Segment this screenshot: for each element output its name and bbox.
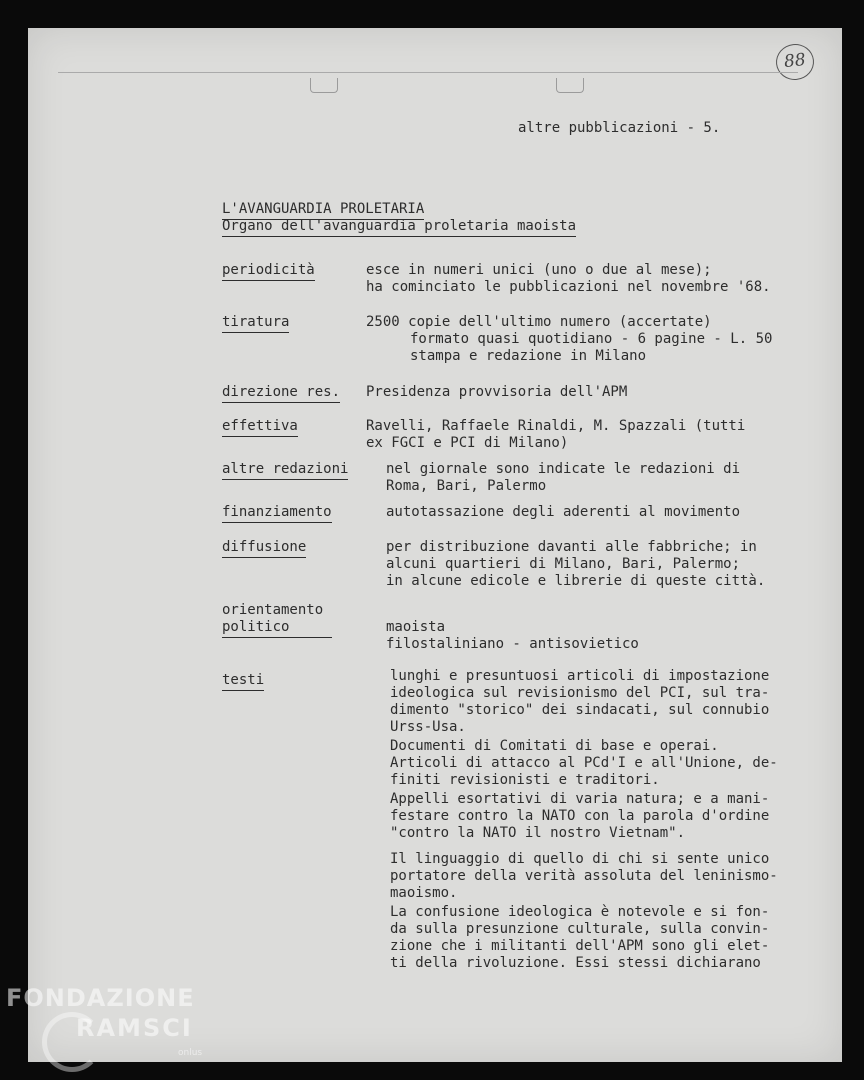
field-value-line: esce in numeri unici (uno o due al mese); bbox=[366, 262, 712, 278]
field-value-line: formato quasi quotidiano - 6 pagine - L. 50 bbox=[410, 331, 773, 347]
field-label-periodicita: periodicità bbox=[222, 262, 315, 281]
field-label-direzione: direzione res. bbox=[222, 384, 340, 403]
field-label-effettiva: effettiva bbox=[222, 418, 298, 437]
field-value-line: lunghi e presuntuosi articoli di impostazione bbox=[390, 668, 770, 684]
field-value-line: Roma, Bari, Palermo bbox=[386, 478, 547, 494]
page-number-stamp: 88 bbox=[774, 42, 816, 82]
field-label-altre-redazioni: altre redazioni bbox=[222, 461, 348, 480]
field-value-line: dimento "storico" dei sindacati, sul connubio bbox=[390, 702, 770, 718]
document-subtitle: Organo dell'avanguardia proletaria maoista bbox=[222, 218, 576, 237]
fondazione-gramsci-watermark bbox=[6, 984, 226, 1074]
field-label-orientamento: orientamento bbox=[222, 602, 324, 618]
staple-mark bbox=[310, 78, 338, 93]
field-value-line: zione che i militanti dell'APM sono gli elet- bbox=[390, 938, 770, 954]
field-value-line: Documenti di Comitati di base e operai. bbox=[390, 738, 719, 754]
watermark-line-2: RAMSCI bbox=[76, 1014, 193, 1042]
field-value-line: portatore della verità assoluta del leninismo- bbox=[390, 868, 778, 884]
field-value-line: autotassazione degli aderenti al movimento bbox=[386, 504, 741, 520]
document-page bbox=[28, 28, 842, 1062]
field-value-line: nel giornale sono indicate le redazioni di bbox=[386, 461, 741, 477]
watermark-line-1: FONDAZIONE bbox=[6, 984, 195, 1012]
document-title: L'AVANGUARDIA PROLETARIA bbox=[222, 201, 424, 220]
field-value-line: maoista bbox=[386, 619, 446, 635]
field-label-finanziamento: finanziamento bbox=[222, 504, 332, 523]
field-value-line: in alcune edicole e librerie di queste città. bbox=[386, 573, 766, 589]
page-header: altre pubblicazioni - 5. bbox=[518, 120, 721, 136]
field-value-line: filostaliniano - antisovietico bbox=[386, 636, 639, 652]
watermark-line-3: onlus bbox=[178, 1048, 203, 1058]
field-label-testi: testi bbox=[222, 672, 264, 691]
field-value-line: 2500 copie dell'ultimo numero (accertate) bbox=[366, 314, 712, 330]
field-value-line: stampa e redazione in Milano bbox=[410, 348, 647, 364]
field-value-line: per distribuzione davanti alle fabbriche; in bbox=[386, 539, 757, 555]
field-value-line: festare contro la NATO con la parola d'ordine bbox=[390, 808, 770, 824]
field-label-diffusione: diffusione bbox=[222, 539, 306, 558]
field-value-line: da sulla presunzione culturale, sulla convin- bbox=[390, 921, 770, 937]
field-value-line: Il linguaggio di quello di chi si sente unico bbox=[390, 851, 770, 867]
field-value-line: ideologica sul revisionismo del PCI, sul tra- bbox=[390, 685, 770, 701]
field-label-politico: politico bbox=[222, 619, 332, 638]
field-value-line: Ravelli, Raffaele Rinaldi, M. Spazzali (tutti bbox=[366, 418, 746, 434]
field-value-line: "contro la NATO il nostro Vietnam". bbox=[390, 825, 686, 841]
field-value-line: ex FGCI e PCI di Milano) bbox=[366, 435, 569, 451]
field-value-line: finiti revisionisti e traditori. bbox=[390, 772, 660, 788]
top-fold-line bbox=[58, 72, 798, 73]
field-value-line: Presidenza provvisoria dell'APM bbox=[366, 384, 628, 400]
field-value-line: Appelli esortativi di varia natura; e a mani- bbox=[390, 791, 770, 807]
field-value-line: La confusione ideologica è notevole e si fon- bbox=[390, 904, 770, 920]
field-value-line: maoismo. bbox=[390, 885, 458, 901]
field-value-line: Articoli di attacco al PCd'I e all'Unione, de- bbox=[390, 755, 778, 771]
field-label-tiratura: tiratura bbox=[222, 314, 289, 333]
staple-mark bbox=[556, 78, 584, 93]
field-value-line: Urss-Usa. bbox=[390, 719, 466, 735]
field-value-line: ha cominciato le pubblicazioni nel novembre '68. bbox=[366, 279, 771, 295]
field-value-line: alcuni quartieri di Milano, Bari, Palermo; bbox=[386, 556, 741, 572]
field-value-line: ti della rivoluzione. Essi stessi dichiarano bbox=[390, 955, 761, 971]
